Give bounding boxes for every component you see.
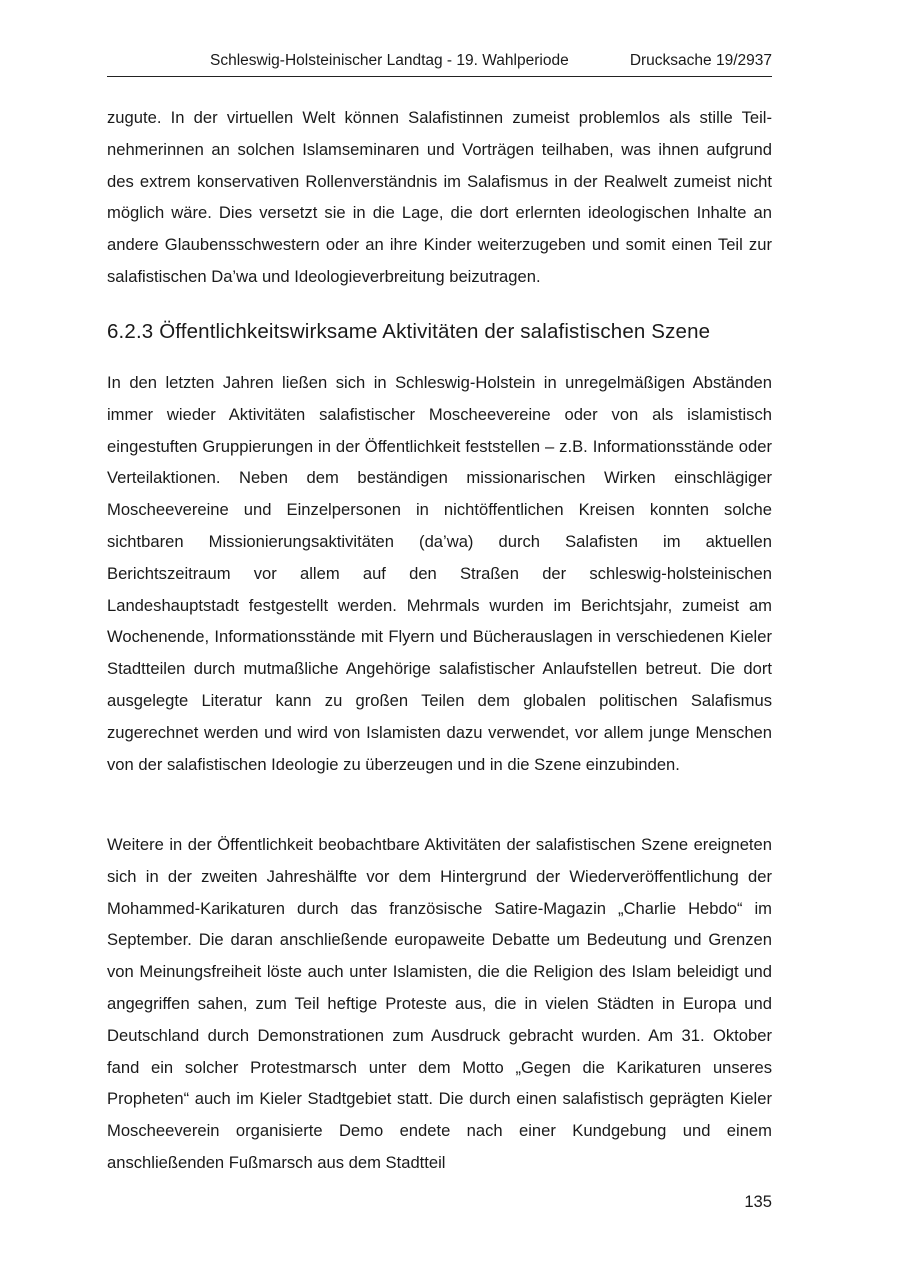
paragraph-protests: Weitere in der Öffentlichkeit beobachtbare Aktivitäten der salafistischen Szene ereigneten sich in der zweiten Jahreshälfte vor dem Hintergrund der Wiederveröffentlichung der Mohammed-Karikaturen durch das französische Satire-Magazin „Charlie Hebdo“ im September. Die daran anschließende europaweite Debatte um Bedeutung und Grenzen von Meinungsfreiheit löste auch unter Islamisten, die die Religion des Islam beleidigt und angegriffen sahen, zum Teil heftige Proteste aus, die in vielen Städten in Europa und Deutschland durch Demonstrationen zum Ausdruck gebracht wurden. Am 31. Oktober fand ein solcher Protestmarsch unter dem Motto „Gegen die Karikaturen unseres Propheten“ auch im Kieler Stadtgebiet statt. Die durch einen salafistisch geprägten Kieler Moscheeverein organisierte Demo endete nach einer Kundgebung und einem anschließenden Fußmarsch aus dem Stadtteil xyxy=(107,835,772,1172)
section-heading: 6.2.3 Öffentlichkeitswirksame Aktivitäten der salafistischen Szene xyxy=(107,320,711,343)
page-number: 135 xyxy=(744,1192,772,1211)
header-title: Schleswig-Holsteinischer Landtag - 19. Wahlperiode xyxy=(210,52,569,69)
page-header xyxy=(107,50,772,77)
header-document-number: Drucksache 19/2937 xyxy=(629,52,772,69)
paragraph-intro: zugute. In der virtuellen Welt können Salafistinnen zumeist problemlos als stille Teilnehmerinnen an solchen Islamseminaren und Vorträgen teilhaben, was ihnen aufgrund des extrem konservativen Rollenverständnis im Salafismus in der Realwelt zumeist nicht möglich wäre. Dies versetzt sie in die Lage, die dort erlernten ideologischen Inhalte an andere Glaubensschwestern oder an ihre Kinder weiterzugeben und somit einen Teil zur salafistischen Da’wa und Ideologieverbreitung beizutragen. xyxy=(107,108,772,286)
paragraph-activities: In den letzten Jahren ließen sich in Schleswig-Holstein in unregelmäßigen Abständen immer wieder Aktivitäten salafistischer Moscheevereine oder von als islamistisch eingestuften Gruppierungen in der Öffentlichkeit feststellen – z.B. Informationsstände oder Verteilaktionen. Neben dem beständigen missionarischen Wirken einschlägiger Moscheevereine und Einzelpersonen in nichtöffentlichen Kreisen konnten solche sichtbaren Missionierungsaktivitäten (da’wa) durch Salafisten im aktuellen Berichtszeitraum vor allem auf den Straßen der schleswig-holsteinischen Landeshauptstadt festgestellt werden. Mehrmals wurden im Berichtsjahr, zumeist am Wochenende, Informationsstände mit Flyern und Bücherauslagen in verschiedenen Kieler Stadtteilen durch mutmaßliche Angehörige salafistischer Anlaufstellen betreut. Die dort ausgelegte Literatur kann zu großen Teilen dem globalen politischen Salafismus zugerechnet werden und wird von Islamisten dazu verwendet, vor allem junge Menschen von der salafistischen Ideologie zu überzeugen und in die Szene einzubinden. xyxy=(107,373,772,774)
